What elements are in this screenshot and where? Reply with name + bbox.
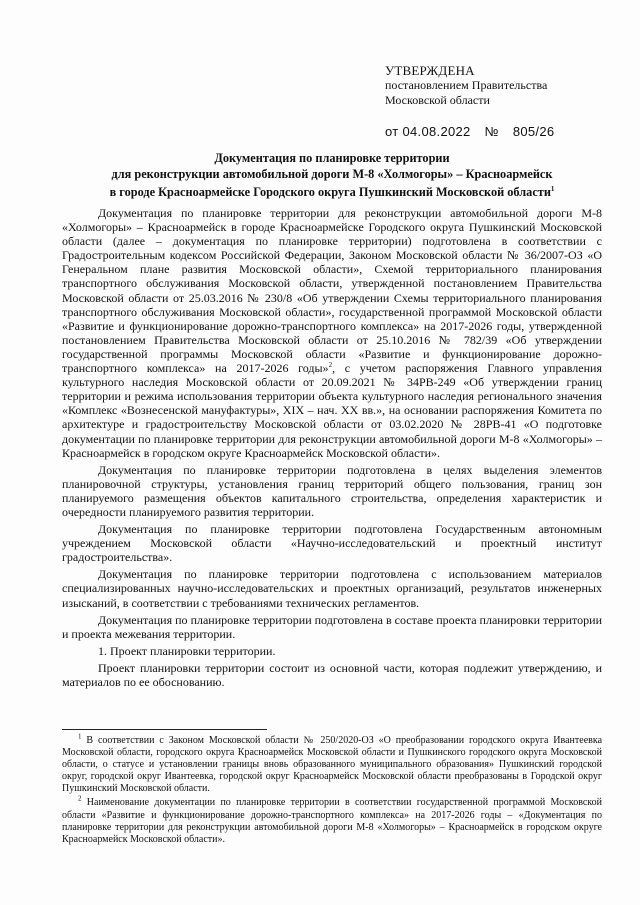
footnotes: [62, 732, 603, 846]
paragraph-3: Документация по планировке территории подготовлена Государственным автономным учреждением Московской области «Научно-исследовательский и проектный институт градостроительства».: [62, 522, 602, 565]
title-line-3-text: в городе Красноармейске Городского округа Пушкинский Московской области: [109, 185, 551, 200]
footnote-divider: [62, 729, 267, 730]
paragraph-1-text-b: , с учетом распоряжения Главного управления культурного наследия Московской области от 20.09.2021 № 34РВ-249 «Об утверждении границ территории и режима использования территории объекта культурного наследия регионального значения «Комплекс «Вознесенской мануфактуры», XIX – нач. XX вв.», на основании распоряжения Комитета по архитектуре и градостроительству Московской области от 03.02.2020 № 28РВ-41 «О подготовке документации по планировке территории для реконструкции автомобильной дороги М-8 «Холмогоры» – Красноармейск в городском округе Красноармейск Московской области».: [62, 361, 602, 460]
footnote-1-text: В соответствии с Законом Московской области № 250/2020-ОЗ «О преобразовании городского округа Ивантеевка Московской области, городского округа Красноармейск Московской области и Пушкинского городского округа Московской области, о статусе и установлении границы вновь образованного муниципального образования» Пушкинский городской округ, городской округ Ивантеевка, городской округ Красноармейск Московской области преобразованы в Городской округ Пушкинский Московской области.: [62, 735, 603, 795]
footnote-2-mark: 2: [78, 795, 82, 804]
paragraph-1-text-a: Документация по планировке территории для реконструкции автомобильной дороги М-8 «Холмогоры» – Красноармейск в городе Красноармейске Городского округа Пушкинский Московской области (далее – документация по планировке территории) подготовлена в соответствии с Градостроительным кодексом Российской Федерации, Законом Московской области № 36/2007-ОЗ «О Генеральном плане развития Московской области», Схемой территориального планирования транспортного обслуживания Московской области, утвержденной постановлением Правительства Московской области от 25.03.2016 № 230/8 «Об утверждении Схемы территориального планирования транспортного обслуживания Московской области», государственной программой Московской области «Развитие и функционирование дорожно-транспортного комплекса» на 2017-2026 годы, утвержденной постановлением Правительства Московской области от 25.10.2016 № 782/39 «Об утверждении государственной программы Московской области «Развитие и функционирование дорожно-транспортного комплекса» на 2017-2026 годы»: [62, 206, 602, 376]
number-sign: №: [484, 124, 499, 139]
decree-date: 04.08.2022: [402, 124, 471, 139]
date-prefix: от: [385, 124, 399, 139]
footnote-1-mark: 1: [78, 732, 82, 741]
paragraph-5: Документация по планировке территории подготовлена в составе проекта планировки территории и проекта межевания территории.: [62, 612, 602, 641]
paragraph-6: 1. Проект планировки территории.: [98, 643, 276, 658]
paragraph-1: [62, 206, 602, 460]
decree-number: 805/26: [512, 124, 555, 139]
approval-heading: УТВЕРЖДЕНА: [385, 63, 475, 78]
footnote-2: [62, 797, 602, 845]
title-line-3: [62, 182, 602, 201]
paragraph-4: Документация по планировке территории подготовлена с использованием материалов специализированных научно-исследовательских и проектных организаций, результатов инженерных изысканий, в соответствии с требованиями технических регламентов.: [62, 567, 602, 610]
decree-date-number: [385, 124, 554, 139]
document-title: [62, 151, 602, 201]
paragraph-1-footnote-mark: 2: [328, 361, 333, 370]
title-footnote-mark: 1: [550, 185, 555, 193]
title-line-2: для реконструкции автомобильной дороги М-8 «Холмогоры» – Красноармейск: [111, 166, 553, 181]
approval-region-line: Московской области: [385, 93, 490, 107]
title-line-1: Документация по планировке территории: [214, 151, 450, 165]
paragraph-7: Проект планировки территории состоит из основной части, которая подлежит утверждению, и материалов по ее обоснованию.: [62, 660, 602, 689]
approval-stamp: [385, 63, 554, 139]
footnote-1: [62, 732, 603, 795]
footnote-2-text: Наименование документации по планировке территории в соответствии государственной программой Московской области «Развитие и функционирование дорожно-транспортного комплекса» на 2017-2026 годы – «Документация по планировке территории для реконструкции автомобильной дороги М-8 «Холмогоры» – Красноармейск в городском округе Красноармейск Московской области».: [62, 797, 603, 845]
paragraph-2: Документация по планировке территории подготовлена в целях выделения элементов планировочной структуры, установления границ территорий общего пользования, границ зон планируемого размещения объектов капитального строительства, определения характеристик и очередности планируемого развития территории.: [62, 462, 602, 519]
approval-authority-line: постановлением Правительства: [385, 78, 548, 92]
document-body: [62, 206, 602, 689]
